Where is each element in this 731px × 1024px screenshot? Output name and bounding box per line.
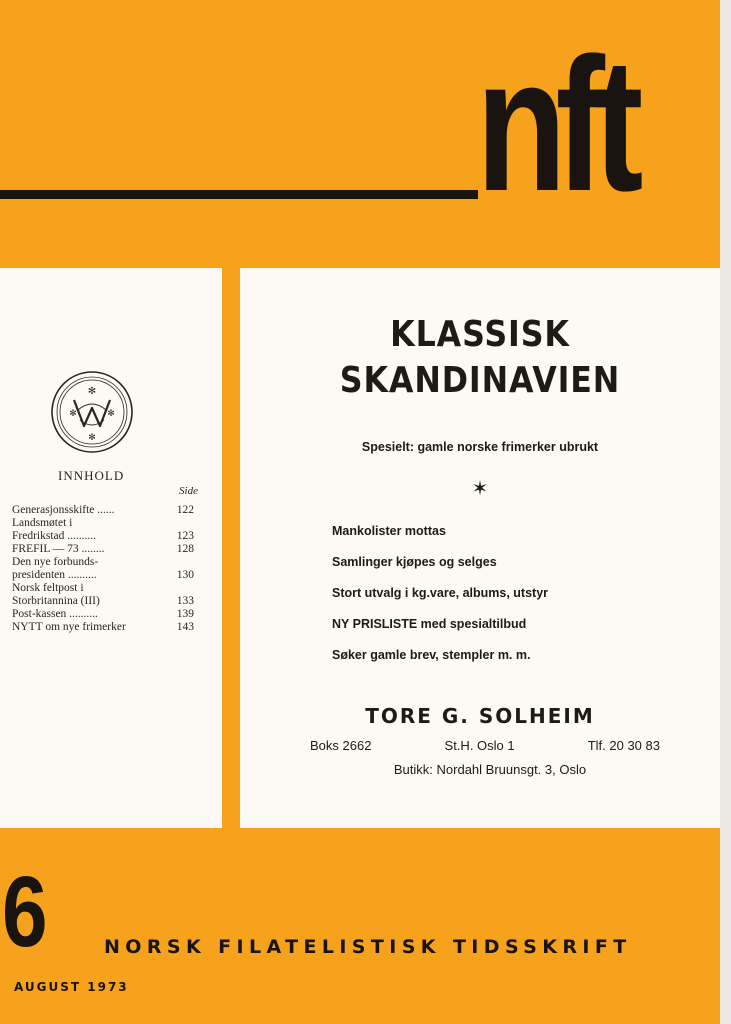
contents-entry-title: Storbritannina (III)	[12, 595, 100, 607]
contents-entry-title: presidenten ..........	[12, 569, 97, 581]
contents-entry-line	[12, 530, 194, 543]
svg-text:✻: ✻	[87, 386, 97, 397]
address-district: St.H. Oslo 1	[444, 738, 515, 753]
address-box: Boks 2662	[310, 738, 372, 753]
issue-date: AUGUST 1973	[14, 980, 129, 994]
contents-entry-line	[12, 595, 194, 608]
ad-item: Samlinger kjøpes og selges	[332, 555, 497, 569]
contents-panel	[0, 268, 222, 828]
contents-entry-page: 123	[176, 530, 194, 542]
contents-entry-page: 143	[176, 621, 194, 633]
shop-address: Butikk: Nordahl Bruunsgt. 3, Oslo	[393, 762, 587, 777]
contents-entry-title: Generasjonsskifte ......	[12, 504, 115, 516]
contents-entry-line	[12, 582, 194, 595]
contents-entry-title: Landsmøtet i	[12, 517, 73, 529]
contents-entry-line	[12, 517, 194, 530]
dealer-address	[310, 738, 660, 753]
ad-title-line1: KLASSISK	[390, 314, 570, 355]
ad-title	[269, 312, 691, 404]
svg-text:✻: ✻	[69, 409, 77, 419]
contents-entry-title: Den nye forbunds-	[12, 556, 99, 568]
contents-entry-line	[12, 608, 194, 621]
svg-text:✻: ✻	[88, 433, 96, 443]
ad-subtitle: Spesielt: gamle norske frimerker ubrukt	[361, 440, 599, 454]
contents-entry	[12, 608, 194, 621]
contents-entry-line	[12, 569, 194, 582]
address-phone: Tlf. 20 30 83	[587, 738, 660, 753]
contents-entry-line	[12, 504, 194, 517]
page-edge	[720, 0, 731, 1024]
contents-entry-page: 133	[176, 595, 194, 607]
contents-entry-title: FREFIL — 73 ........	[12, 543, 105, 555]
contents-entry-title: Post-kassen ..........	[12, 608, 98, 620]
contents-entry-page: 122	[176, 504, 194, 516]
society-emblem-icon	[50, 370, 134, 454]
contents-list	[12, 504, 194, 634]
contents-entry	[12, 543, 194, 556]
contents-heading: INNHOLD	[58, 468, 125, 483]
masthead-logo: nft	[476, 19, 633, 231]
contents-entry-title: Fredrikstad ..........	[12, 530, 97, 542]
dealer-name: TORE G. SOLHEIM	[365, 704, 595, 728]
contents-entry-page: 128	[176, 543, 194, 555]
advertisement-panel	[240, 268, 720, 828]
contents-entry-page: 130	[176, 569, 194, 581]
ad-item: NY PRISLISTE med spesialtilbud	[332, 617, 527, 631]
page-column-label: Side	[179, 485, 198, 497]
ad-item: Mankolister mottas	[332, 524, 446, 538]
contents-entry	[12, 582, 194, 608]
contents-entry-page: 139	[176, 608, 194, 620]
star-icon: ✶	[471, 478, 489, 500]
contents-entry-line	[12, 621, 194, 634]
contents-entry-line	[12, 543, 194, 556]
contents-entry	[12, 621, 194, 634]
svg-text:✻: ✻	[107, 409, 115, 419]
contents-entry	[12, 556, 194, 582]
ad-item: Søker gamle brev, stempler m. m.	[332, 648, 531, 662]
contents-entry-line	[12, 556, 194, 569]
contents-entry-title: NYTT om nye frimerker	[12, 621, 126, 633]
ad-item-list	[332, 524, 662, 679]
masthead-rule	[0, 190, 478, 199]
journal-name: NORSK FILATELISTISK TIDSSKRIFT	[104, 936, 632, 958]
contents-entry-title: Norsk feltpost i	[12, 582, 84, 594]
contents-entry	[12, 504, 194, 517]
issue-number: 6	[2, 856, 48, 968]
contents-entry	[12, 517, 194, 543]
ad-title-line2: SKANDINAVIEN	[339, 360, 621, 401]
ad-item: Stort utvalg i kg.vare, albums, utstyr	[332, 586, 549, 600]
